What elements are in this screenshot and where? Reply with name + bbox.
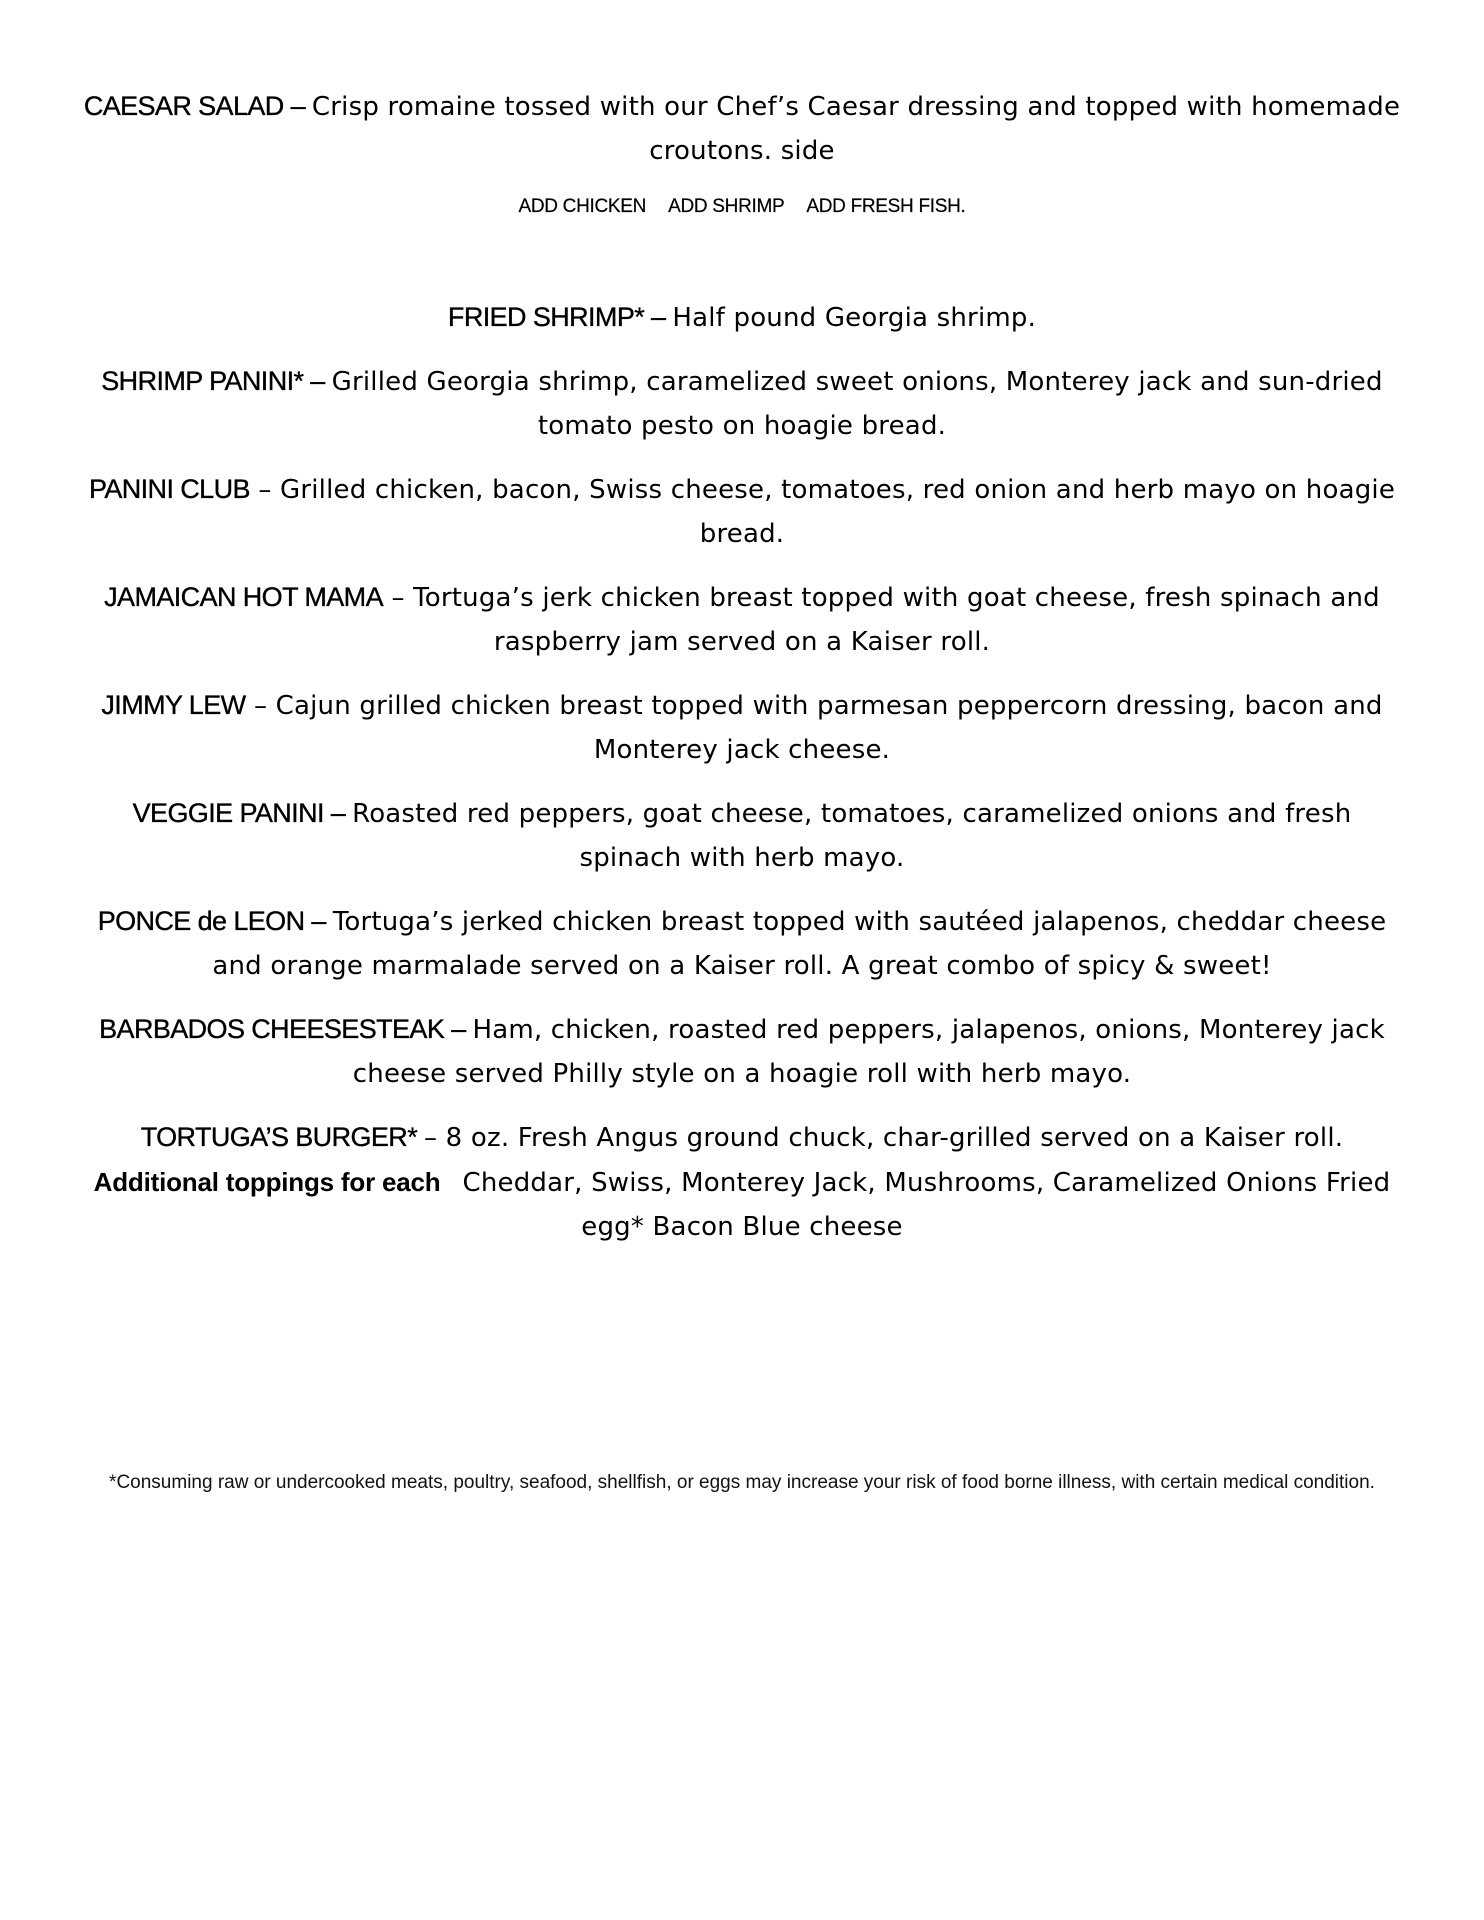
burger-line [80,1115,1404,1160]
item-description: Crisp romaine tossed with our Chef’s Caesar dressing and topped with homemade croutons. side [311,92,1401,166]
food-safety-disclaimer: *Consuming raw or undercooked meats, poultry, seafood, shellfish, or eggs may increase your risk of food borne illness, with certain medical condition. [109,1472,1375,1493]
menu-item-panini-club [80,467,1404,556]
menu-item-ponce-de-leon [80,899,1404,988]
item-name: PONCE de LEON – [97,906,333,936]
item-description: – 8 oz. Fresh Angus ground chuck, char-grilled served on a Kaiser roll. [424,1123,1344,1153]
menu-item-shrimp-panini [80,359,1404,448]
item-name: CAESAR SALAD – [83,91,312,121]
menu-item-fried-shrimp [80,295,1404,340]
menu-item-veggie-panini [80,791,1404,880]
item-name: PANINI CLUB [88,474,250,504]
item-description: Half pound Georgia shrimp. [672,303,1037,333]
item-name: VEGGIE PANINI – [132,798,353,828]
item-name: TORTUGA’S BURGER* [140,1122,424,1152]
caesar-addons [80,196,1404,218]
toppings-list: Cheddar, Swiss, Monterey Jack, Mushrooms, Caramelized Onions Fried egg* Bacon Blue cheese [462,1168,1391,1242]
item-description: Grilled Georgia shrimp, caramelized sweet onions, Monterey jack and sun-dried tomato pesto on hoagie bread. [331,367,1383,441]
item-name: FRIED SHRIMP* – [447,302,673,332]
menu-item-jamaican-hot-mama [80,575,1404,664]
item-description: – Tortuga’s jerk chicken breast topped with goat cheese, fresh spinach and raspberry jam served on a Kaiser roll. [382,583,1380,657]
item-name: SHRIMP PANINI* – [101,366,332,396]
item-description: – Grilled chicken, bacon, Swiss cheese, tomatoes, red onion and herb mayo on hoagie bread. [249,475,1396,549]
item-description: – Cajun grilled chicken breast topped with parmesan peppercorn dressing, bacon and Monterey jack cheese. [245,691,1383,765]
item-description: Tortuga’s jerked chicken breast topped with sautéed jalapenos, cheddar cheese and orange marmalade served on a Kaiser roll. A great combo of spicy & sweet! [212,907,1387,981]
item-description: Roasted red peppers, goat cheese, tomatoes, caramelized onions and fresh spinach with herb mayo. [352,799,1352,873]
item-name: JIMMY LEW [101,690,246,720]
item-name: BARBADOS CHEESESTEAK – [99,1014,473,1044]
menu-item-jimmy-lew [80,683,1404,772]
addon-shrimp: ADD SHRIMP [668,196,785,217]
item-name: JAMAICAN HOT MAMA [104,582,383,612]
menu-item-caesar-salad [80,84,1404,173]
menu-item-tortugas-burger [80,1115,1404,1249]
toppings-label: Additional toppings for each [93,1167,441,1197]
addon-chicken: ADD CHICKEN [518,196,647,217]
addon-fresh-fish: ADD FRESH FISH. [806,196,966,217]
item-description: Ham, chicken, roasted red peppers, jalapenos, onions, Monterey jack cheese served Philly style on a hoagie roll with herb mayo. [352,1015,1385,1089]
menu-item-barbados-cheesesteak [80,1007,1404,1096]
